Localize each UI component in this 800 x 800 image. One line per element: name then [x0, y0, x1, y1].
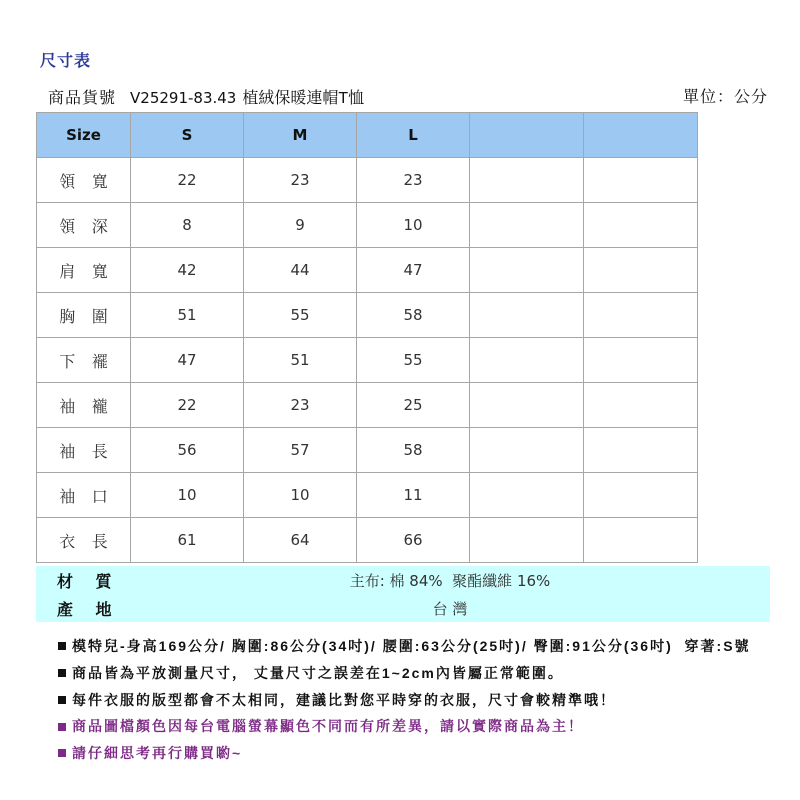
blank-cell — [470, 428, 584, 473]
blank-cell — [470, 518, 584, 563]
material-label: 產 地 — [57, 601, 112, 619]
size-value-cell: 58 — [357, 293, 470, 338]
size-value-cell: 51 — [244, 338, 357, 383]
size-value-cell: 10 — [131, 473, 244, 518]
size-value-cell: 57 — [244, 428, 357, 473]
table-row — [37, 383, 698, 428]
size-value-cell: 10 — [357, 203, 470, 248]
size-header-s: S — [131, 113, 244, 158]
size-value-cell: 42 — [131, 248, 244, 293]
blank-cell — [584, 473, 698, 518]
blank-cell — [470, 158, 584, 203]
blank-column-header — [584, 113, 698, 158]
measurement-label: 下 襬 — [37, 338, 131, 383]
note-text: 商品圖檔顏色因每台電腦螢幕顯色不同而有所差異，請以實際商品為主！ — [72, 718, 584, 735]
size-value-cell: 55 — [244, 293, 357, 338]
size-value-cell: 22 — [131, 158, 244, 203]
product-code-label: 商品貨號 — [48, 90, 117, 107]
measurement-label: 領 深 — [37, 203, 131, 248]
size-value-cell: 44 — [244, 248, 357, 293]
material-row — [36, 566, 770, 594]
size-header-m: M — [244, 113, 357, 158]
table-row — [37, 518, 698, 563]
measurement-label: 衣 長 — [37, 518, 131, 563]
blank-column-header — [470, 113, 584, 158]
material-section — [36, 566, 770, 622]
blank-cell — [584, 203, 698, 248]
size-value-cell: 23 — [357, 158, 470, 203]
blank-cell — [584, 248, 698, 293]
size-value-cell: 25 — [357, 383, 470, 428]
size-value-cell: 61 — [131, 518, 244, 563]
material-value: 台 灣 — [432, 599, 468, 618]
measurement-label: 袖 長 — [37, 428, 131, 473]
size-table — [36, 112, 698, 563]
measurement-label: 領 寬 — [37, 158, 131, 203]
material-row — [36, 594, 770, 622]
product-code: V25291-83.43 — [130, 89, 237, 107]
blank-cell — [470, 473, 584, 518]
table-row — [37, 293, 698, 338]
table-row — [37, 428, 698, 473]
size-value-cell: 9 — [244, 203, 357, 248]
note-item — [58, 713, 788, 740]
size-value-cell: 10 — [244, 473, 357, 518]
size-value-cell: 8 — [131, 203, 244, 248]
note-text: 商品皆為平放測量尺寸， 丈量尺寸之誤差在1~2cm內皆屬正常範圍。 — [72, 664, 564, 681]
blank-cell — [470, 383, 584, 428]
size-value-cell: 64 — [244, 518, 357, 563]
product-name: 植絨保暖連帽T恤 — [242, 90, 365, 107]
note-text: 每件衣服的版型都會不太相同，建議比對您平時穿的衣服，尺寸會較精準哦！ — [72, 691, 616, 708]
material-value: 主布: 棉 84% 聚酯纖維 16% — [349, 571, 551, 590]
size-value-cell: 11 — [357, 473, 470, 518]
blank-cell — [584, 158, 698, 203]
size-value-cell: 23 — [244, 383, 357, 428]
table-row — [37, 248, 698, 293]
size-value-cell: 56 — [131, 428, 244, 473]
size-value-cell: 58 — [357, 428, 470, 473]
notes-list — [58, 633, 788, 767]
blank-cell — [470, 248, 584, 293]
bullet-icon — [58, 749, 66, 757]
blank-cell — [470, 338, 584, 383]
table-header-row — [37, 113, 698, 158]
size-value-cell: 51 — [131, 293, 244, 338]
size-value-cell: 23 — [244, 158, 357, 203]
blank-cell — [584, 293, 698, 338]
table-row — [37, 203, 698, 248]
material-label: 材 質 — [57, 573, 112, 591]
blank-cell — [584, 428, 698, 473]
size-value-cell: 47 — [131, 338, 244, 383]
table-row — [37, 158, 698, 203]
bullet-icon — [58, 696, 66, 704]
measurement-label: 肩 寬 — [37, 248, 131, 293]
note-item — [58, 740, 788, 767]
note-text: 模特兒-身高169公分/ 胸圍:86公分(34吋)/ 腰圍:63公分(25吋)/ 臀圍:91公分(36吋) 穿著:S號 — [72, 638, 751, 654]
blank-cell — [470, 293, 584, 338]
size-value-cell: 55 — [357, 338, 470, 383]
bullet-icon — [58, 642, 66, 650]
size-value-cell: 66 — [357, 518, 470, 563]
note-text: 請仔細思考再行購買喲~ — [72, 745, 243, 762]
bullet-icon — [58, 723, 66, 731]
table-row — [37, 473, 698, 518]
note-item — [58, 687, 788, 714]
blank-cell — [584, 518, 698, 563]
blank-cell — [584, 338, 698, 383]
note-item — [58, 633, 788, 660]
size-chart-title: 尺寸表 — [40, 53, 92, 70]
measurement-label: 袖 襱 — [37, 383, 131, 428]
table-body — [37, 158, 698, 563]
size-value-cell: 47 — [357, 248, 470, 293]
measurement-label: 胸 圍 — [37, 293, 131, 338]
note-item — [58, 660, 788, 687]
product-info-line — [48, 88, 364, 109]
measurement-label: 袖 口 — [37, 473, 131, 518]
bullet-icon — [58, 669, 66, 677]
size-value-cell: 22 — [131, 383, 244, 428]
blank-cell — [470, 203, 584, 248]
unit-label: 單位：公分 — [682, 89, 768, 106]
size-column-header: Size — [37, 113, 131, 158]
blank-cell — [584, 383, 698, 428]
table-row — [37, 338, 698, 383]
size-header-l: L — [357, 113, 470, 158]
